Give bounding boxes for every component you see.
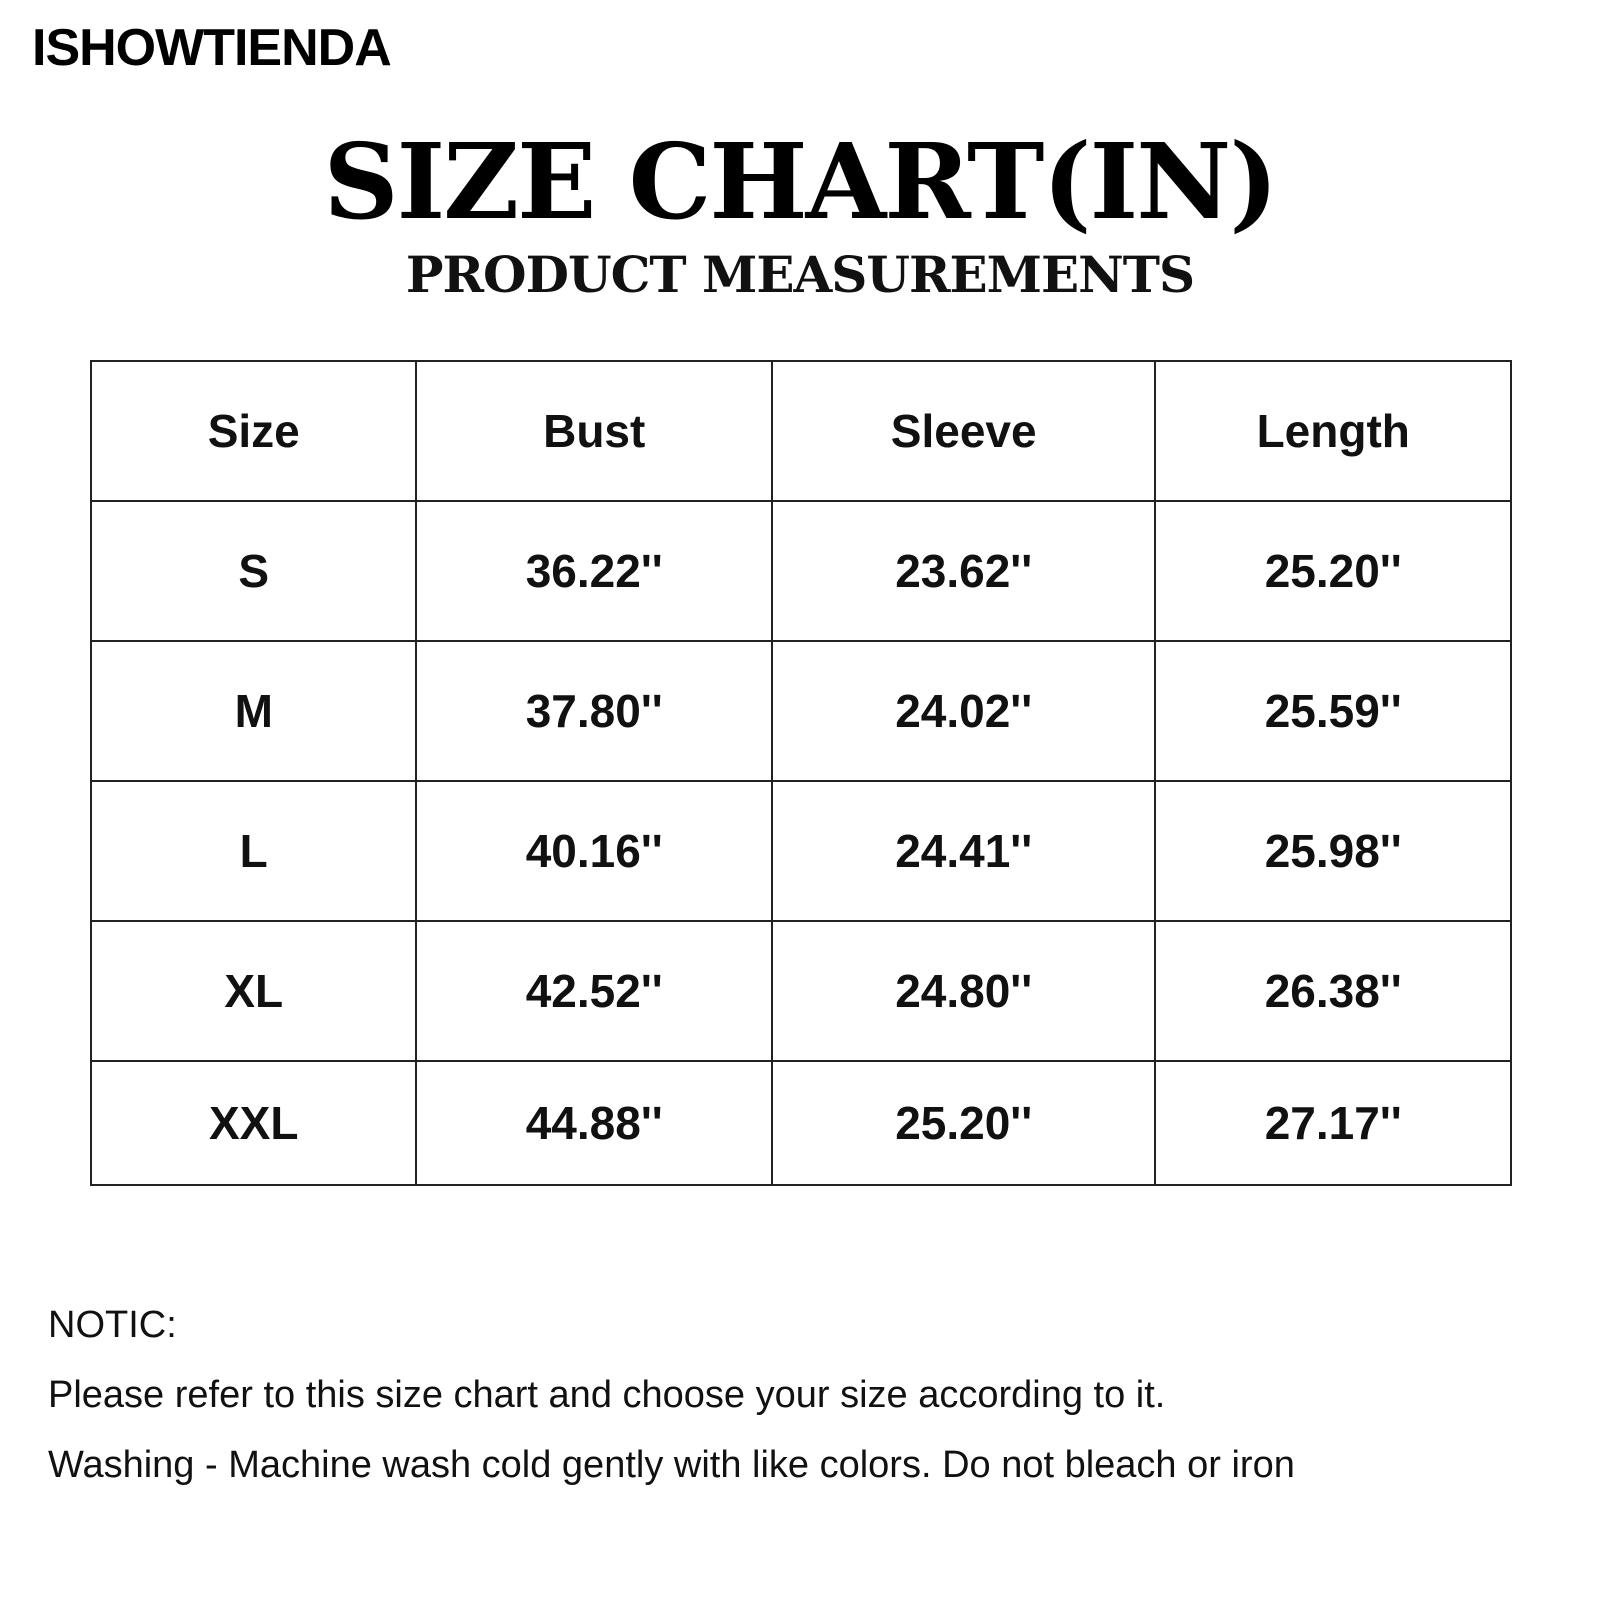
size-cell: XL — [91, 921, 416, 1061]
table-row — [91, 1061, 1511, 1185]
bust-cell: 42.52'' — [416, 921, 772, 1061]
bust-cell: 44.88'' — [416, 1061, 772, 1185]
length-cell: 25.20'' — [1155, 501, 1511, 641]
length-cell: 26.38'' — [1155, 921, 1511, 1061]
length-cell: 25.98'' — [1155, 781, 1511, 921]
notice-washing-instructions: Washing - Machine wash cold gently with like colors. Do not bleach or iron — [48, 1444, 1295, 1486]
header-size: Size — [91, 361, 416, 501]
header-sleeve: Sleeve — [772, 361, 1155, 501]
sleeve-cell: 24.02'' — [772, 641, 1155, 781]
bust-cell: 40.16'' — [416, 781, 772, 921]
table-row — [91, 501, 1511, 641]
header-length: Length — [1155, 361, 1511, 501]
brand-logo: ISHOWTIENDA — [32, 19, 391, 77]
size-cell: L — [91, 781, 416, 921]
length-cell: 27.17'' — [1155, 1061, 1511, 1185]
length-cell: 25.59'' — [1155, 641, 1511, 781]
notice-label: NOTIC: — [48, 1304, 177, 1346]
bust-cell: 37.80'' — [416, 641, 772, 781]
size-cell: M — [91, 641, 416, 781]
table-row — [91, 781, 1511, 921]
size-cell: S — [91, 501, 416, 641]
notes-section — [48, 1290, 1295, 1500]
sleeve-cell: 23.62'' — [772, 501, 1155, 641]
size-cell: XXL — [91, 1061, 416, 1185]
size-chart-table — [90, 360, 1512, 1186]
table-row — [91, 641, 1511, 781]
sleeve-cell: 24.41'' — [772, 781, 1155, 921]
page-subtitle: PRODUCT MEASUREMENTS — [405, 245, 1195, 304]
sleeve-cell: 24.80'' — [772, 921, 1155, 1061]
bust-cell: 36.22'' — [416, 501, 772, 641]
page-title: SIZE CHART(IN) — [323, 120, 1277, 243]
sleeve-cell: 25.20'' — [772, 1061, 1155, 1185]
table-row — [91, 921, 1511, 1061]
notice-size-advice: Please refer to this size chart and choose your size according to it. — [48, 1374, 1166, 1416]
table-header-row — [91, 361, 1511, 501]
header-bust: Bust — [416, 361, 772, 501]
